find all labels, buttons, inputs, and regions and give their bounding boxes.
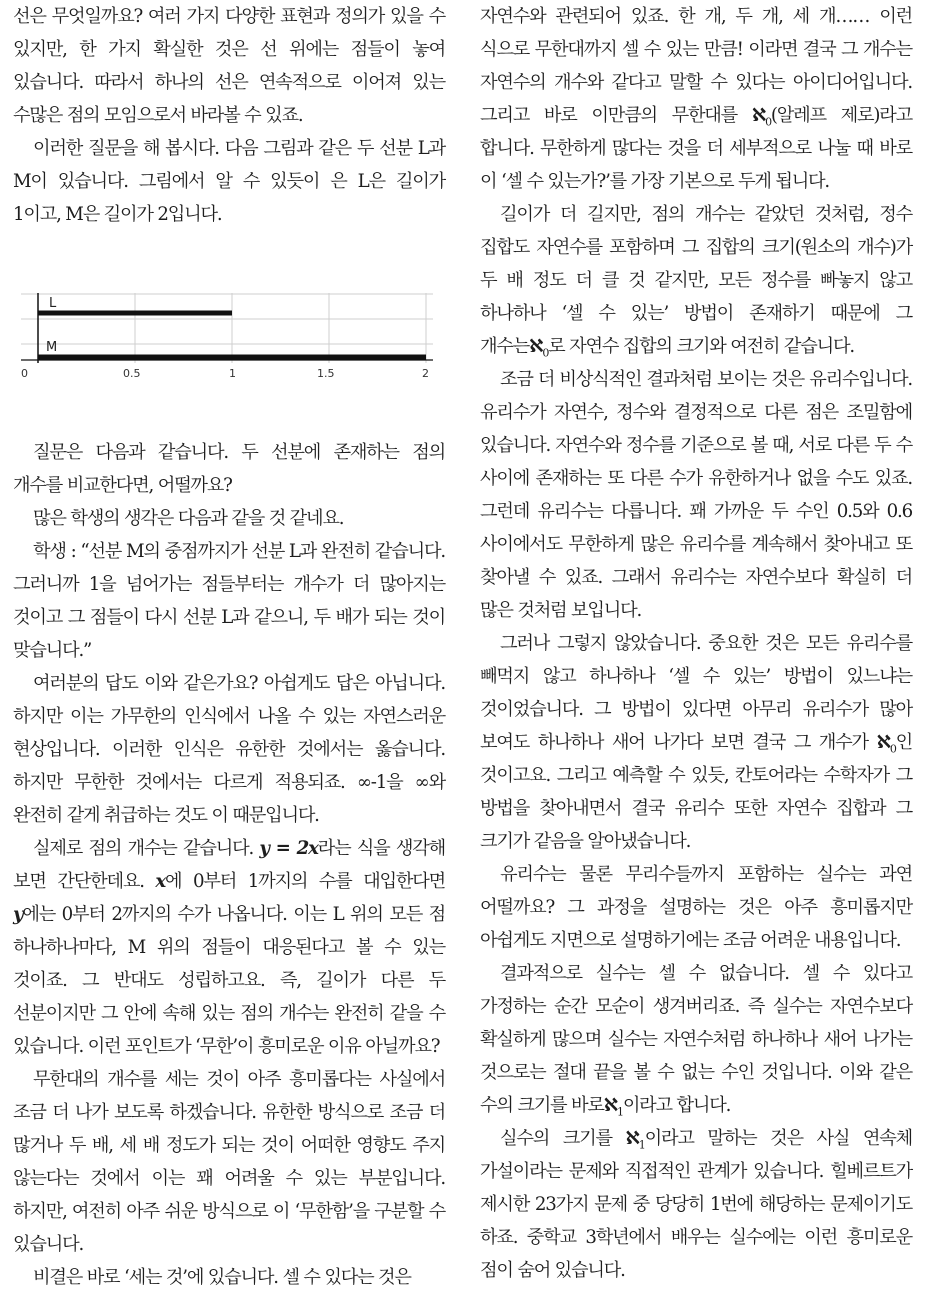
subscript: 1 (638, 1138, 645, 1152)
left-column (13, 0, 445, 1294)
text-run: 자연수와 관련되어 있죠. 한 개, 두 개, 세 개…… 이런 식으로 무한대까지 셀 수 있는 만큼! 이라면 결국 그 개수는 자연수의 개수와 같다고 말할 수 있다는 아이디어입니다. 그리고 바로 이만큼의 무한대를 (480, 6, 912, 126)
label-m: M (46, 340, 58, 355)
aleph-symbol: ℵ (876, 732, 890, 753)
text-run: 이라고 합니다. (622, 1095, 731, 1116)
grid-lines (38, 293, 426, 363)
aleph-symbol: ℵ (625, 1128, 639, 1149)
paragraph (480, 198, 912, 363)
paragraph: 여러분의 답도 이와 같은가요? 아쉽게도 답은 아닙니다. 하지만 이는 가무한의 인식에서 나올 수 있는 자연스러운 현상입니다. 이러한 인식은 유한한 것에서는 옳습니다. 하지만 무한한 것에서는 다르게 적용되죠. ∞-1을 ∞와 완전히 같게 취급하는 것도 이 때문입니다. (13, 673, 445, 826)
paragraph: 질문은 다음과 같습니다. 두 선분에 존재하는 점의 개수를 비교한다면, 어떨까요? (13, 442, 445, 496)
paragraph: 무한대의 개수를 세는 것이 아주 흥미롭다는 사실에서 조금 더 나가 보도록 하겠습니다. 유한한 방식으로 조금 더 많거나 두 배, 세 배 정도가 되는 것이 어떠한 영향도 주지 않는다는 것에서 이는 꽤 어려울 수 있는 부분입니다. 하지만, 여전히 아주 쉬운 방식으로 이 ‘무한함’을 구분할 수 있습니다. (13, 1069, 445, 1255)
tick-label: 1.5 (317, 367, 335, 380)
text-run: (알레프 제로)라고 합니다. 무한하게 많다는 것을 더 세부적으로 나눌 때 바로 이 ‘셀 수 있는가?’를 가장 기본으로 두게 됩니다. (480, 105, 913, 192)
text-run: 라는 식을 생각해 보면 간단한데요. (13, 838, 445, 892)
paragraph (13, 832, 445, 1063)
segments-diagram (13, 231, 445, 436)
text-run: 이라고 말하는 것은 사실 연속체 가설이라는 문제와 직접적인 관계가 있습니다. 힐베르트가 제시한 23가지 문제 중 당당히 1번에 해당하는 문제이기도 하죠. 중학교 3학년에서 배우는 실수에는 이런 흥미로운 점이 숨어 있습니다. (480, 1128, 912, 1281)
tick-label: 2 (422, 367, 429, 380)
text-run: 에는 0부터 2까지의 수가 나옵니다. 이는 L 위의 모든 점 하나하나마다, M 위의 점들이 대응된다고 볼 수 있는 것이죠. 그 반대도 성립하고요. 즉, 길이가 다른 두 선분이지만 그 안에 속해 있는 점의 개수는 완전히 같을 수 있습니다. 이런 포인트가 ‘무한’이 흥미로운 이유 아닐까요? (13, 904, 445, 1057)
variable-x: x (155, 871, 166, 892)
variable-y: y (13, 904, 23, 925)
text-run: 그러나 그렇지 않았습니다. 중요한 것은 모든 유리수를 빼먹지 않고 하나하나 ‘셀 수 있는’ 방법이 있느냐는 것이었습니다. 그 방법이 있다면 아무리 유리수가 많아 보여도 하나하나 새어 나가다 보면 결국 그 개수가 (480, 633, 912, 753)
equation: y = 2x (259, 838, 318, 859)
aleph-symbol: ℵ (529, 336, 543, 357)
subscript: 0 (542, 346, 549, 360)
right-column (480, 0, 912, 1287)
paragraph: 조금 더 비상식적인 결과처럼 보이는 것은 유리수입니다. 유리수가 자연수, 정수와 결정적으로 다른 점은 조밀함에 있습니다. 자연수와 정수를 기준으로 볼 때, 서로 다른 두 수 사이에 존재하는 또 다른 수가 유한하거나 없을 수도 있죠. 그런데 유리수는 다릅니다. 꽤 가까운 두 수인 0.5와 0.6 사이에서도 무한하게 많은 유리수를 계속해서 찾아내고 또 찾아낼 수 있죠. 그래서 유리수는 자연수보다 확실히 더 많은 것처럼 보입니다. (480, 369, 912, 621)
text-run: 결과적으로 실수는 셀 수 없습니다. 셀 수 있다고 가정하는 순간 모순이 생겨버리죠. 즉 실수는 자연수보다 확실하게 많으며 실수는 자연수처럼 하나하나 새어 나가는 것으로는 절대 끝을 볼 수 없는 수인 것입니다. 이와 같은 수의 크기를 바로 (480, 963, 912, 1116)
paragraph (480, 957, 912, 1122)
paragraph: 유리수는 물론 무리수들까지 포함하는 실수는 과연 어떨까요? 그 과정을 설명하는 것은 아주 흥미롭지만 아쉽게도 지면으로 설명하기에는 조금 어려운 내용입니다. (480, 864, 912, 951)
subscript: 0 (765, 115, 771, 129)
aleph-symbol: ℵ (751, 105, 766, 126)
paragraph: 비결은 바로 ‘세는 것’에 있습니다. 셀 수 있다는 것은 (33, 1267, 411, 1288)
tick-label: 0 (21, 367, 28, 380)
paragraph: 많은 학생의 생각은 다음과 같을 것 같네요. (33, 508, 344, 529)
subscript: 0 (889, 742, 896, 756)
aleph-symbol: ℵ (603, 1095, 617, 1116)
text-run: 인 것이고요. 그리고 예측할 수 있듯, 칸토어라는 수학자가 그 방법을 찾아내면서 결국 유리수 또한 자연수 집합과 그 크기가 같음을 알아냈습니다. (480, 732, 912, 852)
paragraph (480, 0, 912, 198)
text-run: 실수의 크기를 (500, 1128, 626, 1149)
paragraph: 선은 무엇일까요? 여러 가지 다양한 표현과 정의가 있을 수 있지만, 한 가지 확실한 것은 선 위에는 점들이 놓여 있습니다. 따라서 하나의 선은 연속적으로 이어져 있는 수많은 점의 모임으로서 바라볼 수 있죠. (13, 6, 445, 126)
line-segment-figure (13, 231, 445, 436)
tick-label: 0.5 (123, 367, 141, 380)
label-l: L (49, 296, 57, 311)
text-run: 실제로 점의 개수는 같습니다. (33, 838, 260, 859)
text-run: 길이가 더 길지만, 점의 개수는 같았던 것처럼, 정수 집합도 자연수를 포함하며 그 집합의 크기(원소의 개수)가 두 배 정도 더 클 것 같지만, 모든 정수를 빠놓지 않고 하나하나 ‘셀 수 있는’ 방법이 존재하기 때문에 그 개수는 (480, 204, 912, 357)
tick-label: 1 (229, 367, 236, 380)
paragraph: 학생 : “선분 M의 중점까지가 선분 L과 완전히 같습니다. 그러니까 1을 넘어가는 점들부터는 개수가 더 많아지는 것이고 그 점들이 다시 선분 L과 같으니, 두 배가 되는 것이 맞습니다.” (13, 541, 445, 661)
subscript: 1 (617, 1105, 623, 1119)
paragraph (480, 1122, 912, 1287)
text-run: 로 자연수 집합의 크기와 여전히 같습니다. (548, 336, 854, 357)
paragraph (480, 627, 912, 858)
text-run: 에 0부터 1까지의 수를 대입한다면 (165, 871, 445, 892)
paragraph: 이러한 질문을 해 봅시다. 다음 그림과 같은 두 선분 L과 M이 있습니다. 그림에서 알 수 있듯이 은 L은 길이가 1이고, M은 길이가 2입니다. (13, 138, 445, 225)
